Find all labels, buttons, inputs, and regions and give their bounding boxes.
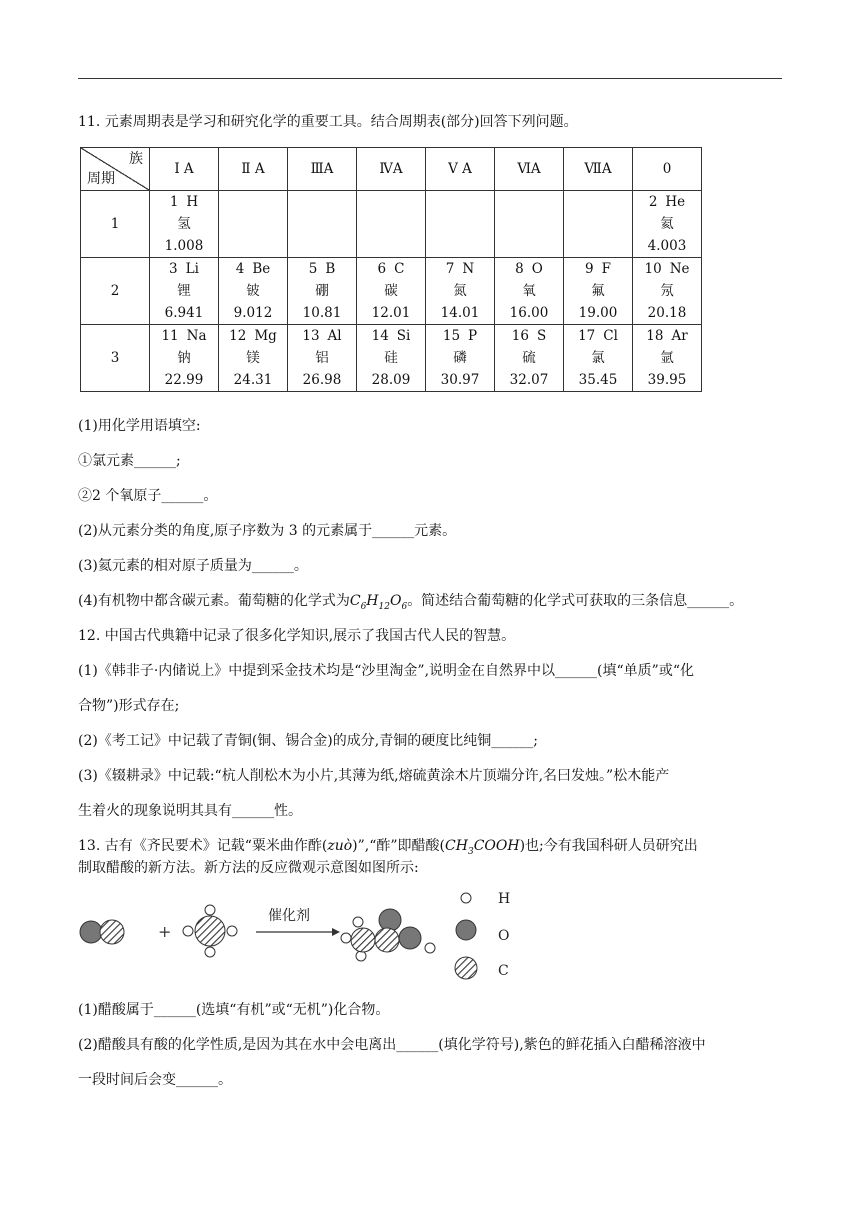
atomic-number: 12 — [229, 328, 247, 344]
catalyst-label: 催化剂 — [268, 908, 310, 924]
element-number-symbol — [564, 258, 632, 280]
element-cell — [495, 258, 564, 325]
period-number: 1 — [81, 191, 150, 258]
element-number-symbol — [426, 258, 494, 280]
element-name: 氟 — [591, 283, 605, 299]
element-number-symbol — [219, 258, 287, 280]
element-symbol: Ar — [671, 328, 688, 344]
group-header: ⅢA — [288, 148, 357, 191]
empty-cell — [495, 191, 564, 258]
atomic-number: 16 — [511, 328, 529, 344]
atomic-mass: 26.98 — [302, 372, 342, 388]
atomic-number: 15 — [442, 328, 461, 344]
q13-stem-b: 制取醋酸的新方法。新方法的反应微观示意图如图所示: — [78, 860, 419, 876]
plus-sign: + — [158, 922, 172, 941]
empty-cell — [288, 191, 357, 258]
element-number-symbol — [633, 258, 701, 280]
q13-stem-a-text: 13. 古有《齐民要术》记载“粟米曲作酢( — [78, 838, 328, 854]
element-cell — [564, 258, 633, 325]
element-symbol: C — [394, 261, 405, 277]
atomic-number: 9 — [585, 261, 594, 277]
q13-part2b: 一段时间后会变______。 — [78, 1072, 232, 1088]
element-number-symbol — [150, 325, 218, 347]
element-cell — [564, 325, 633, 392]
corner-group-label: 族 — [129, 151, 143, 167]
q11-part1: (1)用化学用语填空: — [78, 418, 201, 434]
element-number-symbol — [288, 258, 356, 280]
q12-part1a: (1)《韩非子·内储说上》中提到采金技术均是“沙里淘金”,说明金在自然界中以______(填“单质”或“化 — [78, 663, 694, 679]
q13-stem-a-tail: )也;今有我国科研人员研究出 — [519, 838, 698, 854]
atomic-number: 14 — [371, 328, 389, 344]
hydrogen-legend-icon — [461, 893, 471, 903]
element-cell — [426, 325, 495, 392]
group-header: ⅣA — [357, 148, 426, 191]
element-name: 氮 — [453, 283, 467, 299]
atomic-number: 4 — [235, 261, 245, 277]
element-symbol: Be — [252, 261, 271, 277]
atomic-mass: 22.99 — [164, 372, 204, 388]
atomic-mass: 1.008 — [164, 238, 204, 254]
element-name: 硫 — [522, 350, 536, 366]
atomic-mass: 16.00 — [509, 305, 549, 321]
atomic-mass: 4.003 — [647, 238, 687, 254]
atomic-mass: 35.45 — [578, 372, 618, 388]
period-number: 2 — [81, 258, 150, 325]
group-header: ⅥA — [495, 148, 564, 191]
atomic-number: 17 — [578, 328, 596, 344]
element-name: 钠 — [177, 350, 191, 366]
q11-part4 — [78, 591, 743, 617]
ch4-molecule — [183, 905, 237, 957]
element-name: 碳 — [384, 283, 398, 299]
element-cell — [633, 191, 702, 258]
q11-part2: (2)从元素分类的角度,原子序数为 3 的元素属于______元素。 — [78, 523, 457, 539]
atomic-mass: 9.012 — [233, 305, 273, 321]
atomic-mass: 28.09 — [371, 372, 411, 388]
q12-part3b: 生着火的现象说明其具有______性。 — [78, 803, 302, 819]
element-cell — [150, 258, 219, 325]
element-symbol: Al — [327, 328, 342, 344]
table-row — [81, 258, 702, 325]
periodic-table — [80, 147, 702, 392]
element-symbol: F — [601, 261, 611, 277]
element-symbol: Na — [186, 328, 207, 344]
q12-stem: 12. 中国古代典籍中记录了很多化学知识,展示了我国古代人民的智慧。 — [78, 628, 516, 644]
element-symbol: Ne — [669, 261, 690, 277]
element-cell — [633, 325, 702, 392]
table-row — [81, 325, 702, 392]
carbon-legend-icon — [455, 957, 477, 979]
q13-part2a: (2)醋酸具有酸的化学性质,是因为其在水中会电离出______(填化学符号),紫色的鲜花插入白醋稀溶液中 — [78, 1037, 706, 1053]
element-number-symbol — [219, 325, 287, 347]
element-name: 氖 — [660, 283, 674, 299]
element-number-symbol — [495, 258, 563, 280]
header-rule — [78, 78, 782, 79]
element-cell — [288, 325, 357, 392]
q12-part3a: (3)《辍耕录》中记载:“杭人削松木为小片,其薄为纸,熔硫黄涂木片顶端分许,名曰发烛。”松木能产 — [78, 768, 670, 784]
atomic-number: 2 — [648, 194, 658, 210]
q11-part1b: ②2 个氧原子______。 — [78, 488, 218, 504]
q13-stem-a-mid: )”,“酢”即醋酸( — [352, 838, 446, 854]
corner-period-label: 周期 — [87, 171, 115, 187]
table-row — [81, 191, 702, 258]
empty-cell — [219, 191, 288, 258]
element-name: 氢 — [177, 216, 191, 232]
element-name: 锂 — [177, 283, 191, 299]
element-name: 铍 — [246, 283, 260, 299]
element-cell — [633, 258, 702, 325]
q12-part2: (2)《考工记》中记载了青铜(铜、锡合金)的成分,青铜的硬度比纯铜______; — [78, 733, 538, 749]
element-number-symbol — [426, 325, 494, 347]
element-number-symbol — [564, 325, 632, 347]
element-symbol: Si — [396, 328, 411, 344]
q11-part4-text: (4)有机物中都含碳元素。葡萄糖的化学式为 — [78, 593, 350, 609]
element-symbol: H — [186, 194, 199, 210]
element-name: 镁 — [246, 350, 260, 366]
table-corner — [81, 148, 150, 191]
atomic-mass: 10.81 — [302, 305, 342, 321]
element-name: 氦 — [660, 216, 674, 232]
atomic-number: 1 — [169, 194, 179, 210]
q11-part3: (3)氦元素的相对原子质量为______。 — [78, 558, 308, 574]
empty-cell — [426, 191, 495, 258]
element-name: 氩 — [660, 350, 674, 366]
element-name: 硼 — [315, 283, 329, 299]
element-cell — [150, 325, 219, 392]
atomic-mass: 20.18 — [647, 305, 687, 321]
element-cell — [288, 258, 357, 325]
atomic-number: 5 — [308, 261, 318, 277]
element-number-symbol — [357, 325, 425, 347]
group-header: ⅦA — [564, 148, 633, 191]
atomic-mass: 39.95 — [647, 372, 687, 388]
element-symbol: Li — [185, 261, 199, 277]
atomic-number: 3 — [169, 261, 178, 277]
empty-cell — [564, 191, 633, 258]
element-symbol: N — [462, 261, 475, 277]
atomic-number: 10 — [644, 261, 662, 277]
element-number-symbol — [150, 191, 218, 213]
atomic-mass: 24.31 — [233, 372, 273, 388]
group-header: V A — [426, 148, 495, 191]
element-symbol: Cl — [603, 328, 618, 344]
q11-part1a: ①氯元素______; — [78, 453, 181, 469]
co-molecule — [80, 920, 124, 944]
group-header: I A — [150, 148, 219, 191]
atomic-number: 6 — [377, 261, 387, 277]
q13-part1: (1)醋酸属于______(选填“有机”或“无机”)化合物。 — [78, 1002, 390, 1018]
element-symbol: P — [468, 328, 478, 344]
legend-h-label: H — [498, 891, 511, 907]
q11-part4-tail: 。简述结合葡萄糖的化学式可获取的三条信息______。 — [407, 593, 744, 609]
atomic-mass: 6.941 — [164, 305, 204, 321]
atomic-number: 8 — [515, 261, 524, 277]
element-cell — [219, 258, 288, 325]
element-cell — [150, 191, 219, 258]
element-number-symbol — [288, 325, 356, 347]
atomic-number: 11 — [161, 328, 179, 344]
reaction-diagram — [78, 880, 538, 990]
element-number-symbol — [357, 258, 425, 280]
element-cell — [219, 325, 288, 392]
element-number-symbol — [633, 325, 701, 347]
atom-legend — [455, 891, 510, 979]
element-symbol: S — [536, 328, 547, 344]
element-name: 铝 — [315, 350, 329, 366]
element-symbol: Mg — [254, 328, 277, 344]
element-name: 氧 — [522, 283, 536, 299]
acetic-acid-molecule — [341, 909, 435, 961]
element-symbol: He — [665, 194, 686, 210]
atomic-number: 18 — [646, 328, 664, 344]
empty-cell — [357, 191, 426, 258]
element-name: 磷 — [453, 350, 467, 366]
element-name: 氯 — [591, 350, 605, 366]
element-symbol: O — [531, 261, 543, 277]
group-header: 0 — [633, 148, 702, 191]
element-name: 硅 — [384, 350, 398, 366]
q11-stem: 11. 元素周期表是学习和研究化学的重要工具。结合周期表(部分)回答下列问题。 — [78, 114, 578, 130]
element-cell — [495, 325, 564, 392]
element-symbol: B — [325, 261, 336, 277]
reaction-arrow — [256, 928, 340, 936]
element-cell — [357, 258, 426, 325]
element-number-symbol — [633, 191, 701, 213]
atomic-mass: 30.97 — [440, 372, 480, 388]
zuo-pinyin: zuò — [327, 838, 353, 854]
atomic-number: 13 — [302, 328, 320, 344]
atomic-mass: 14.01 — [440, 305, 480, 321]
period-number: 3 — [81, 325, 150, 392]
atomic-mass: 19.00 — [578, 305, 618, 321]
atomic-mass: 32.07 — [509, 372, 549, 388]
oxygen-legend-icon — [456, 920, 476, 940]
legend-o-label: O — [498, 928, 510, 944]
element-cell — [426, 258, 495, 325]
legend-c-label: C — [498, 963, 509, 979]
acetic-acid-formula: $CH_3COOH$ — [445, 838, 520, 857]
element-number-symbol — [495, 325, 563, 347]
atomic-mass: 12.01 — [371, 305, 411, 321]
group-header: Ⅱ A — [219, 148, 288, 191]
atomic-number: 7 — [445, 261, 455, 277]
q12-part1b: 合物”)形式存在; — [78, 698, 180, 714]
glucose-formula: $C_6H_{12}O_6$ — [349, 593, 408, 612]
element-cell — [357, 325, 426, 392]
element-number-symbol — [150, 258, 218, 280]
